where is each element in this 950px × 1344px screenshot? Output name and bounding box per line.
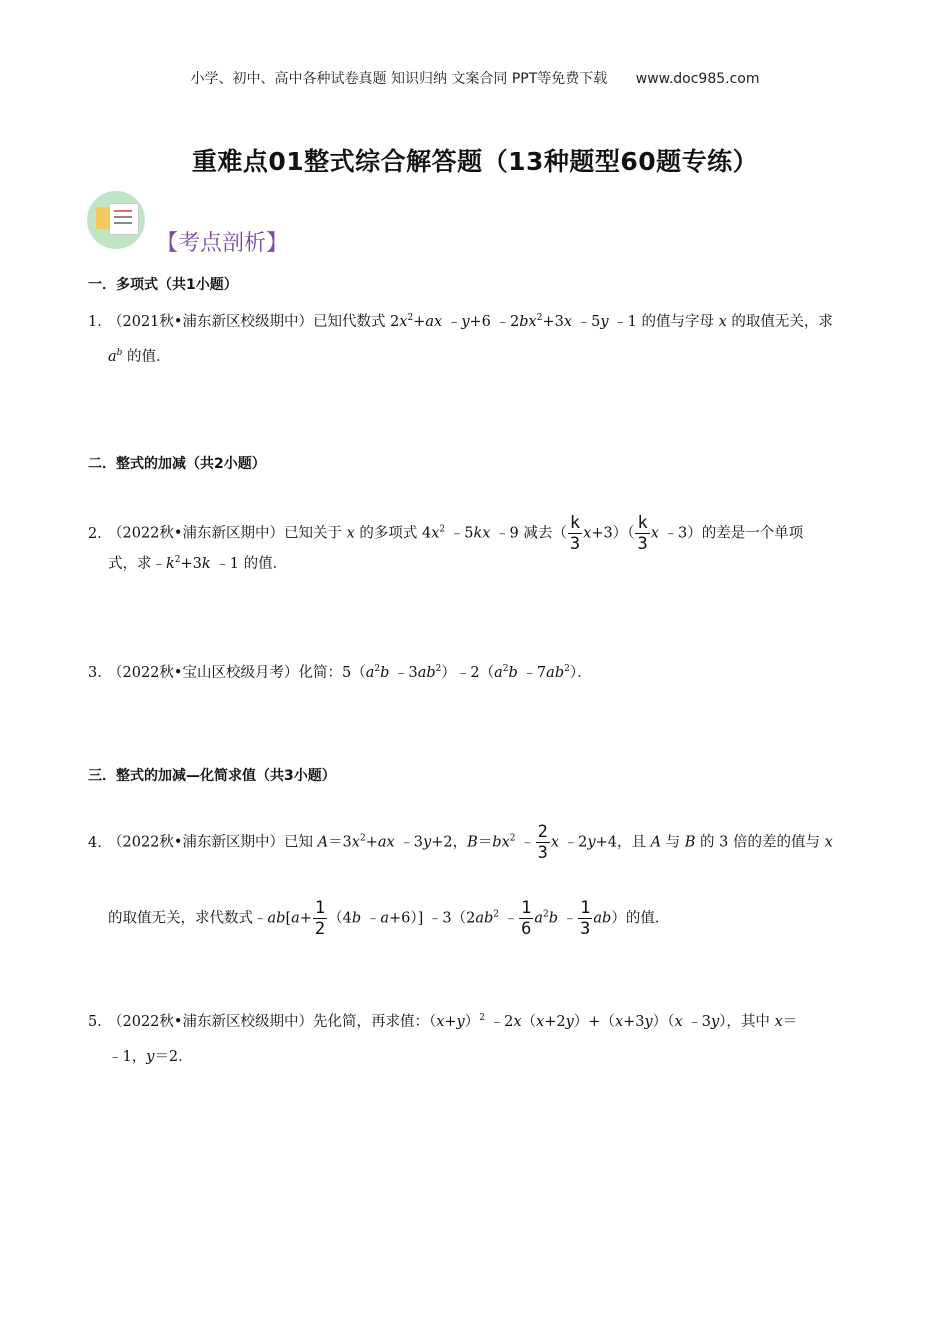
fraction: $\frac{2}{3}$ bbox=[537, 822, 548, 863]
section-heading: 三．整式的加减—化简求值（共3小题） bbox=[88, 768, 336, 784]
question-number: 5． bbox=[88, 1013, 112, 1030]
question-2: 2．（2022秋•浦东新区期中）已知关于 x 的多项式 $4x^2$ ﹣5kx ﹣9 减去（ $\frac{k}{3}$ x+3）（ $\frac{k}{3}$ x ﹣3）的差是一个单项 bbox=[88, 513, 804, 554]
fraction: $\frac{1}{3}$ bbox=[580, 898, 591, 939]
question-4: 4．（2022秋•浦东新区期中）已知 $A=3x^2+ax$ ﹣3y+2，$B=bx^2$ ﹣ $\frac{2}{3}$ x ﹣2y+4，且 A 与 B 的 3 倍的差的值与 x bbox=[88, 822, 833, 863]
question-source: （2022秋•浦东新区期中） bbox=[108, 834, 284, 851]
question-3: 3．（2022秋•宝山区校级月考）化简：$5(a^2b$ $﹣3ab^2)﹣2(a^2b$ $﹣7ab^2$）． bbox=[88, 664, 592, 681]
header-url[interactable]: www.doc985.com bbox=[635, 71, 760, 87]
page-title: 重难点01整式综合解答题（13种题型60题专练） bbox=[191, 147, 759, 176]
question-number: 4． bbox=[88, 834, 112, 851]
question-5-cont: ﹣1，y＝2． bbox=[108, 1049, 193, 1065]
question-number: 1． bbox=[88, 313, 112, 330]
question-5: 5．（2022秋•浦东新区校级期中）先化简，再求值：$(x+y)^2$ ﹣2x（x+2y）+（x+3y）（x ﹣3y），其中 x＝ bbox=[88, 1013, 798, 1030]
question-1-cont: $a^b$ 的值． bbox=[108, 348, 171, 365]
header-text: 小学、初中、高中各种试卷真题 知识归纳 文案合同 PPT等免费下载 bbox=[190, 71, 608, 87]
question-source: （2022秋•浦东新区期中） bbox=[108, 525, 284, 542]
fraction: $\frac{1}{2}$ bbox=[314, 898, 326, 939]
question-source: （2022秋•宝山区校级月考） bbox=[108, 664, 299, 681]
question-4-cont: 的取值无关，求代数式﹣ab[a+ $\frac{1}{2}$ （4b ﹣a+6）] $﹣3(2ab^2$ ﹣ $\frac{1}{6}$ $a^2b$ ﹣ $\frac{1}{3}$ ab）的值． bbox=[108, 898, 670, 939]
question-2-cont: 式，求$﹣k^2+3k$ ﹣1 的值． bbox=[108, 555, 288, 572]
question-number: 2． bbox=[88, 525, 112, 542]
fraction: $\frac{1}{6}$ bbox=[521, 898, 532, 939]
fraction: $\frac{k}{3}$ bbox=[637, 513, 648, 554]
question-source: （2021秋•浦东新区校级期中） bbox=[108, 313, 313, 330]
document-icon bbox=[87, 191, 145, 249]
section-heading: 二．整式的加减（共2小题） bbox=[88, 456, 266, 472]
section-label: 【考点剖析】 bbox=[156, 231, 289, 256]
question-1: 1．（2021秋•浦东新区校级期中）已知代数式 $2x^2+ax$ ﹣y+6 $﹣2bx^2+3x$ ﹣5y ﹣1 的值与字母 x 的取值无关，求 bbox=[88, 313, 833, 330]
question-number: 3． bbox=[88, 664, 112, 681]
page-header bbox=[0, 68, 950, 88]
question-source: （2022秋•浦东新区校级期中） bbox=[108, 1013, 313, 1030]
fraction: $\frac{k}{3}$ bbox=[569, 513, 581, 554]
section-heading: 一．多项式（共1小题） bbox=[88, 277, 238, 293]
